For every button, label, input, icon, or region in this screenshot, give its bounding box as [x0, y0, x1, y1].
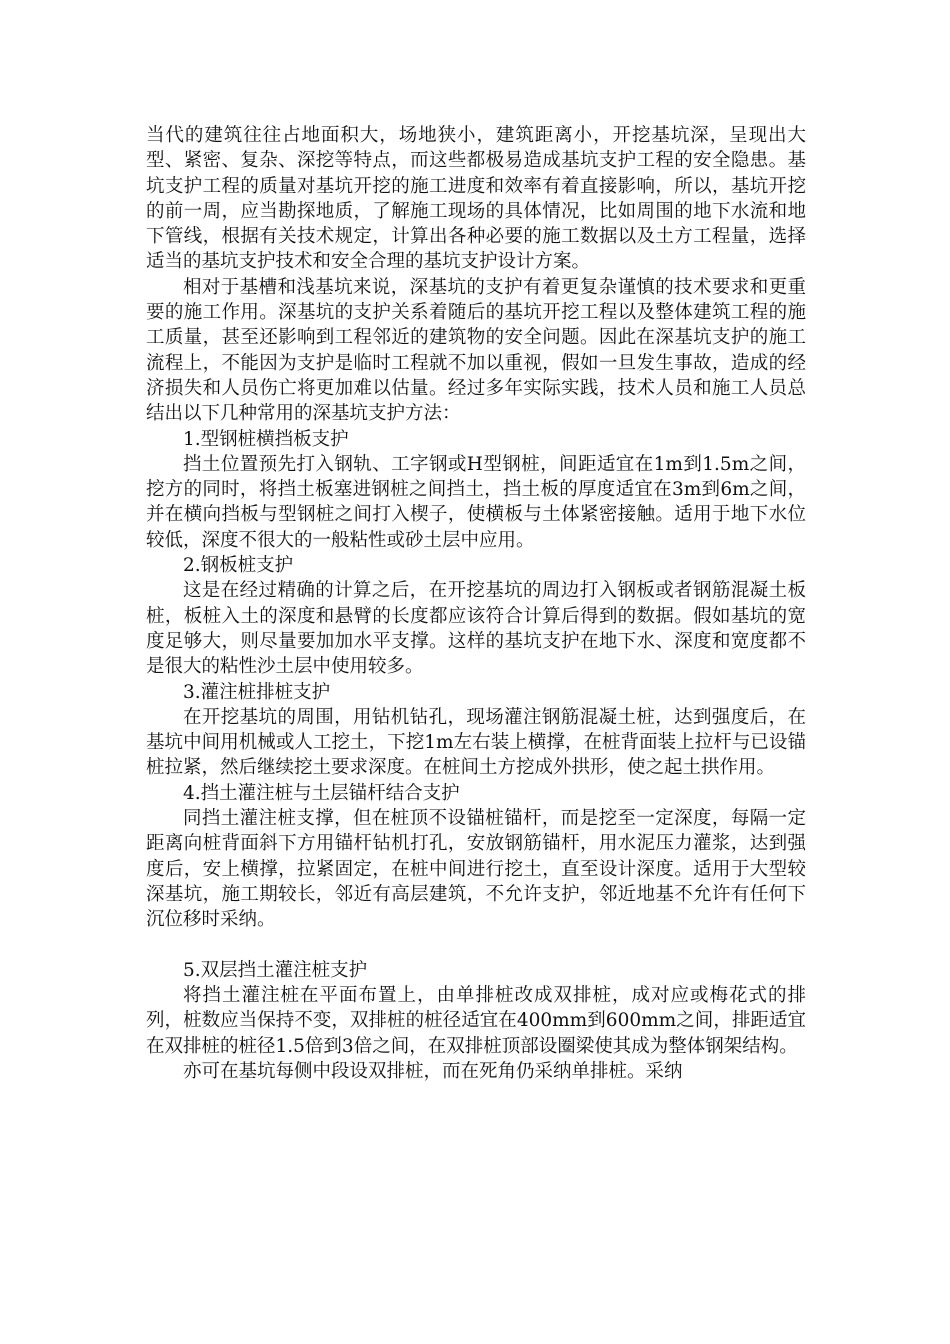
- section-body-1: 挡土位置预先打入钢轨、工字钢或H型钢桩，间距适宜在1m到1.5m之间，挖方的同时，将挡土板塞进钢桩之间挡土，挡土板的厚度适宜在3m到6m之间，并在横向挡板与型钢桩之间打入楔子，使横板与土体紧密接触。适用于地下水位较低，深度不很大的一般粘性或砂土层中应用。: [146, 453, 806, 551]
- document-page: [146, 123, 806, 1084]
- section-body-4: 同挡土灌注桩支撑，但在桩顶不设锚桩锚杆，而是挖至一定深度，每隔一定距离向桩背面斜下方用锚杆钻机打孔，安放钢筋锚杆，用水泥压力灌浆，达到强度后，安上横撑，拉紧固定，在桩中间进行挖土，直至设计深度。适用于大型较深基坑，施工期较长，邻近有高层建筑，不允许支护，邻近地基不允许有任何下沉位移时采纳。: [146, 808, 806, 931]
- section-heading-4: 4.挡土灌注桩与土层锚杆结合支护: [183, 782, 460, 804]
- section-body-3: 在开挖基坑的周围，用钻机钻孔，现场灌注钢筋混凝土桩，达到强度后，在基坑中间用机械或人工挖土，下挖1m左右装上横撑，在桩背面装上拉杆与已设锚桩拉紧，然后继续挖土要求深度。在桩间土方挖成外拱形，使之起土拱作用。: [146, 706, 806, 779]
- section-heading-2: 2.钢板桩支护: [183, 555, 294, 577]
- section-body-5: 将挡土灌注桩在平面布置上，由单排桩改成双排桩，成对应或梅花式的排列，桩数应当保持不变，双排桩的桩径适宜在400mm到600mm之间，排距适宜在双排桩的桩径1.5倍到3倍之间，在双排桩顶部设圈梁使其成为整体钢架结构。: [146, 985, 806, 1057]
- overview-paragraph: 相对于基槽和浅基坑来说，深基坑的支护有着更复杂谨慎的技术要求和更重要的施工作用。深基坑的支护关系着随后的基坑开挖工程以及整体建筑工程的施工质量，甚至还影响到工程邻近的建筑物的安全问题。因此在深基坑支护的施工流程上，不能因为支护是临时工程就不加以重视，假如一旦发生事故，造成的经济损失和人员伤亡将更加难以估量。经过多年实际实践，技术人员和施工人员总结出以下几种常用的深基坑支护方法：: [146, 276, 806, 425]
- section-body-5-continued: 亦可在基坑每侧中段设双排桩，而在死角仍采纳单排桩。采纳: [183, 1060, 683, 1082]
- intro-paragraph: 当代的建筑往往占地面积大，场地狭小，建筑距离小，开挖基坑深，呈现出大型、紧密、复杂、深挖等特点，而这些都极易造成基坑支护工程的安全隐患。基坑支护工程的质量对基坑开挖的施工进度和效率有着直接影响，所以，基坑开挖的前一周，应当勘探地质，了解施工现场的具体情况，比如周围的地下水流和地下管线，根据有关技术规定，计算出各种必要的施工数据以及土方工程量，选择适当的基坑支护技术和安全合理的基坑支护设计方案。: [146, 125, 806, 273]
- section-heading-1: 1.型钢桩横挡板支护: [183, 428, 349, 450]
- section-heading-5: 5.双层挡土灌注桩支护: [183, 959, 368, 981]
- section-heading-3: 3.灌注桩排桩支护: [183, 681, 331, 703]
- section-body-2: 这是在经过精确的计算之后，在开挖基坑的周边打入钢板或者钢筋混凝土板桩，板桩入土的深度和悬臂的长度都应该符合计算后得到的数据。假如基坑的宽度足够大，则尽量要加加水平支撑。这样的基坑支护在地下水、深度和宽度都不是很大的粘性沙土层中使用较多。: [146, 580, 806, 678]
